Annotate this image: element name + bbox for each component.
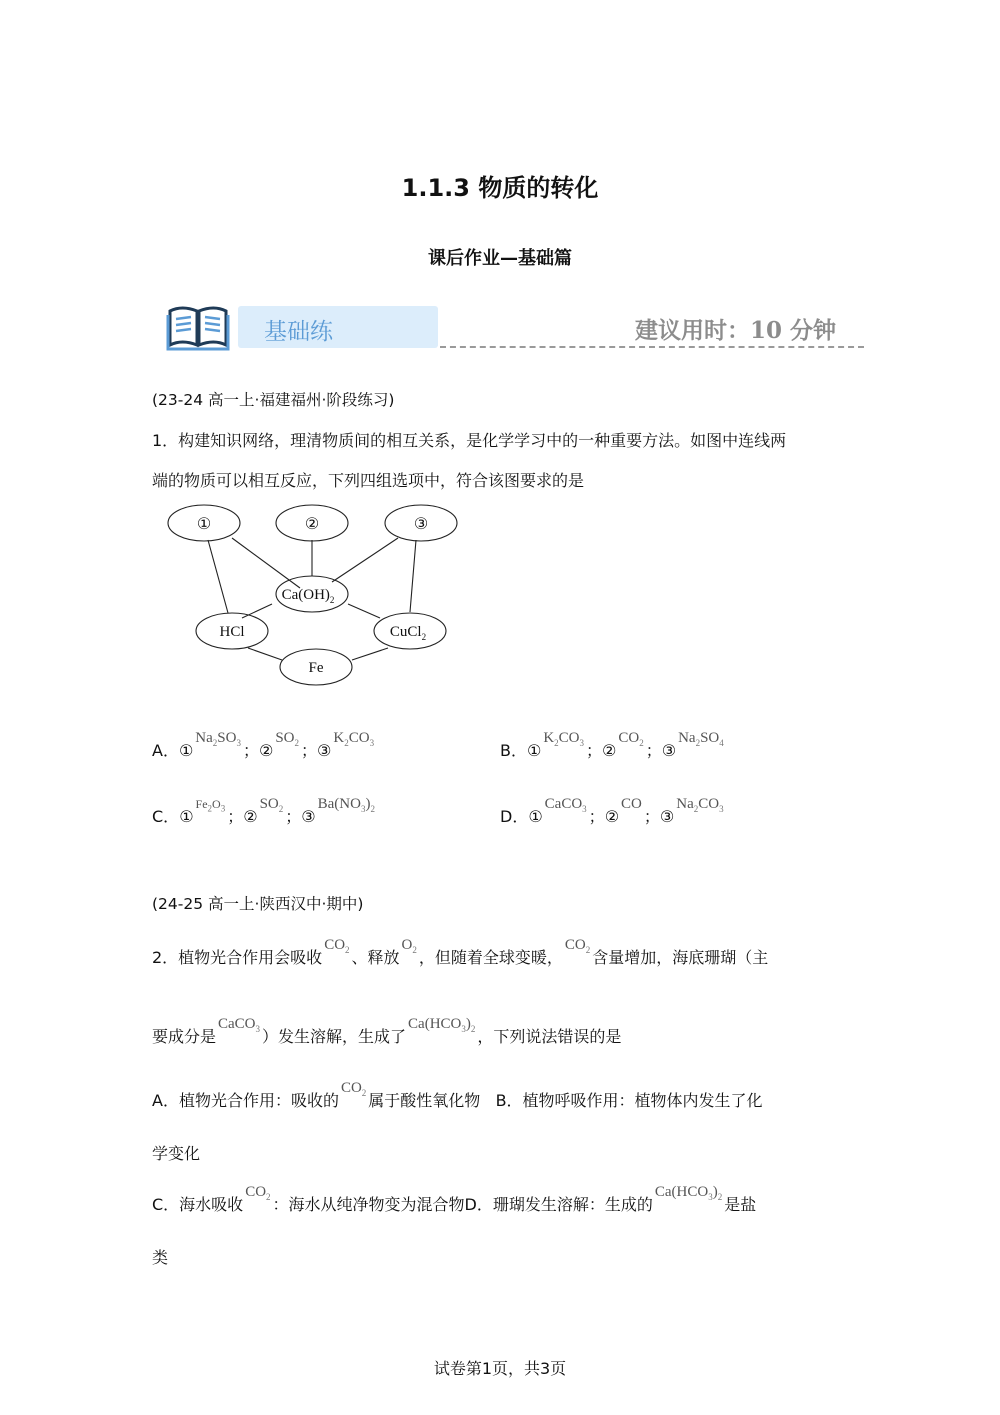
q1-option-a: A．$①Na_2SO_3$ ；$②SO_2$ ；$③K_2CO_3$ xyxy=(152,730,375,760)
node-cucl2-label: CuCl$_2$ xyxy=(389,624,427,642)
page-subtitle: 课后作业—基础篇 xyxy=(428,248,572,269)
node-3-label: ③ xyxy=(413,516,429,533)
q2-stem-line1: 2．植物光合作用会吸收$CO_2$ 、释放$O_2$ ，但随着全球变暖，$CO_2$ 含量增加，海底珊瑚（主 xyxy=(152,937,769,967)
q1-option-d: D．①CaCO$_3$ ；②CO；$③Na_2CO_3$ xyxy=(500,796,724,826)
node-fe-label: Fe xyxy=(308,660,324,676)
book-icon xyxy=(166,303,230,351)
page-footer: 试卷第1页，共3页 xyxy=(433,1359,567,1378)
q2-source: (24-25 高一上·陕西汉中·期中) xyxy=(152,895,364,913)
q2-option-d-cont: 类 xyxy=(152,1248,169,1267)
q2-option-a-b: A．植物光合作用：吸收的$CO_2$ 属于酸性氧化物 B．植物呼吸作用：植物体内发生了化 xyxy=(152,1080,763,1110)
section-label: 基础练 xyxy=(238,306,438,348)
node-hcl-label: HCl xyxy=(219,624,245,640)
page-title: 1.1.3 物质的转化 xyxy=(401,174,599,202)
section-divider xyxy=(440,346,864,348)
q2-option-c-d: C．海水吸收$CO_2$ ：海水从纯净物变为混合物D．珊瑚发生溶解：生成的$Ca(HCO_3)_2$ 是盐 xyxy=(152,1184,757,1214)
q1-reaction-diagram xyxy=(160,500,470,690)
q1-stem-line2: 端的物质可以相互反应，下列四组选项中，符合该图要求的是 xyxy=(152,471,585,490)
q2-option-b-cont: 学变化 xyxy=(152,1144,201,1163)
suggested-time: 建议用时：10 分钟 xyxy=(634,317,836,344)
node-1-label: ① xyxy=(196,516,212,533)
node-2-label: ② xyxy=(304,516,320,533)
q1-source: (23-24 高一上·福建福州·阶段练习) xyxy=(152,391,395,409)
q1-option-c: C．$①Fe_2O_3$ ；$②SO_2$ ；$③Ba(NO_3)_2$ xyxy=(152,796,375,826)
q1-option-b: B．$①K_2CO_3$ ；$②CO_2$ ；$③Na_2SO_4$ xyxy=(500,730,724,760)
q1-stem-line1: 1．构建知识网络，理清物质间的相互关系，是化学学习中的一种重要方法。如图中连线两 xyxy=(152,431,787,450)
node-caoh2-label: $Ca(OH)_2$ xyxy=(281,587,335,605)
q2-stem-line2: 要成分是CaCO$_3$ ）发生溶解，生成了$Ca(HCO_3)_2$ ，下列说法错误的是 xyxy=(152,1016,622,1046)
